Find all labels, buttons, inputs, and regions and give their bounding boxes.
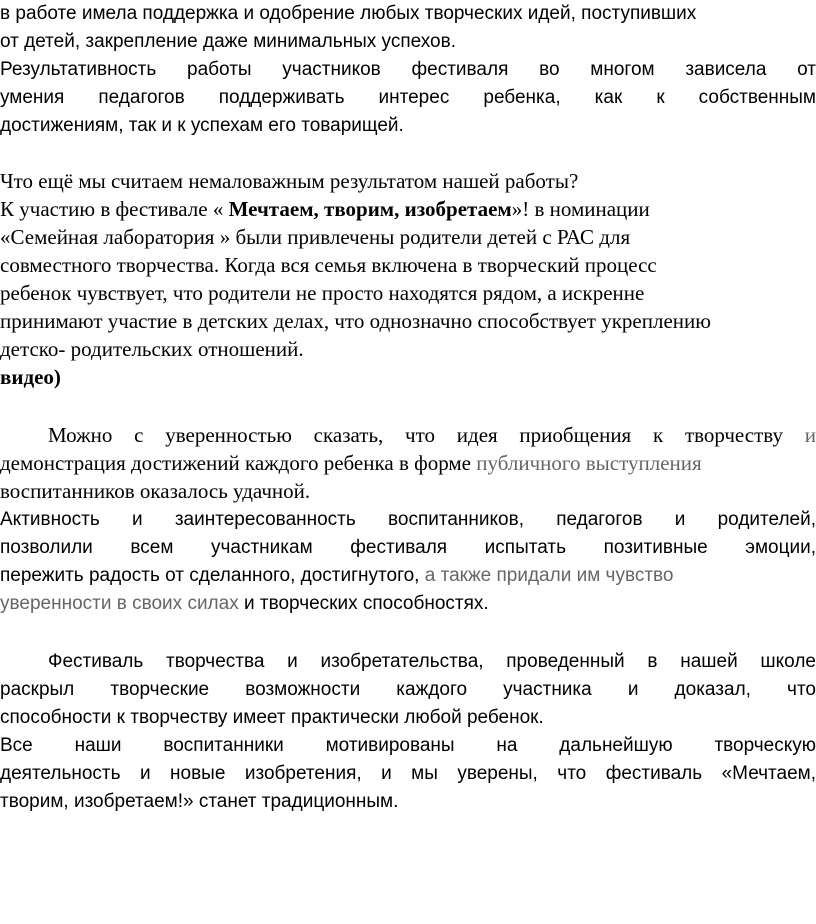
p3-line-1: Что ещё мы считаем немаловажным результатом нашей работы? xyxy=(0,169,579,193)
p5-line-3-text: пережить радость от сделанного, достигнутого, xyxy=(0,565,425,586)
p3-line-2-text-b: »! в номинации xyxy=(511,197,650,221)
p1-line-1: в работе имела поддержка и одобрение любых творческих идей, поступивших xyxy=(0,3,697,24)
p5-line-3-gray: а также придали им чувство xyxy=(424,565,674,586)
p3-line-3: «Семейная лаборатория » были привлечены родители детей с РАС для xyxy=(0,225,631,249)
p1-line-2: от детей, закрепление даже минимальных успехов. xyxy=(0,31,456,52)
p3-line-6: принимают участие в детских делах, что однозначно способствует укреплению xyxy=(0,309,711,333)
p7-line-2: деятельность и новые изобретения, и мы уверены, что фестиваль «Мечтаем, xyxy=(0,763,816,784)
p7-line-1: Все наши воспитанники мотивированы на дальнейшую творческую xyxy=(0,735,816,756)
p5-line-4-gray: уверенности в своих силах xyxy=(0,593,239,614)
p3-line-2 xyxy=(0,196,816,223)
p3-line-4: совместного творчества. Когда вся семья включена в творческий процесс xyxy=(0,253,657,277)
p4-line-2-text: демонстрация достижений каждого ребенка в форме xyxy=(0,451,477,475)
p5-line-3 xyxy=(0,562,816,589)
p7-line-3: творим, изобретаем!» станет традиционным. xyxy=(0,791,399,812)
p2-line-3: достижениям, так и к успехам его товарищей. xyxy=(0,115,404,136)
p6-line-1: Фестиваль творчества и изобретательства, проведенный в нашей школе xyxy=(48,651,816,672)
festival-title: Мечтаем, творим, изобретаем xyxy=(228,197,512,221)
p3-line-7: детско- родительских отношений. xyxy=(0,337,304,361)
p4-line-3: воспитанников оказалось удачной. xyxy=(0,479,311,503)
p5-line-4-text: и творческих способностях. xyxy=(238,593,489,614)
p2-line-2: умения педагогов поддерживать интерес ребенка, как к собственным xyxy=(0,87,816,108)
p4-line-1 xyxy=(0,422,816,449)
p5-line-4 xyxy=(0,590,816,617)
p4-line-1-gray: и xyxy=(804,423,816,447)
p3-line-8: видео) xyxy=(0,365,61,389)
p3-line-2-text-a: К участию в фестивале « xyxy=(0,197,229,221)
p2-line-1: Результативность работы участников фестиваля во многом зависела от xyxy=(0,59,816,80)
p4-line-2 xyxy=(0,450,816,477)
p4-line-2-gray: публичного выступления xyxy=(476,451,702,475)
p5-line-2: позволили всем участникам фестиваля испытать позитивные эмоции, xyxy=(0,537,816,558)
p4-line-1-text: Можно с уверенностью сказать, что идея приобщения к творчеству xyxy=(48,423,805,447)
p6-line-3: способности к творчеству имеет практически любой ребенок. xyxy=(0,707,544,728)
p3-line-5: ребенок чувствует, что родители не просто находятся рядом, а искренне xyxy=(0,281,645,305)
p5-line-1: Активность и заинтересованность воспитанников, педагогов и родителей, xyxy=(0,509,816,530)
p6-line-2: раскрыл творческие возможности каждого участника и доказал, что xyxy=(0,679,816,700)
